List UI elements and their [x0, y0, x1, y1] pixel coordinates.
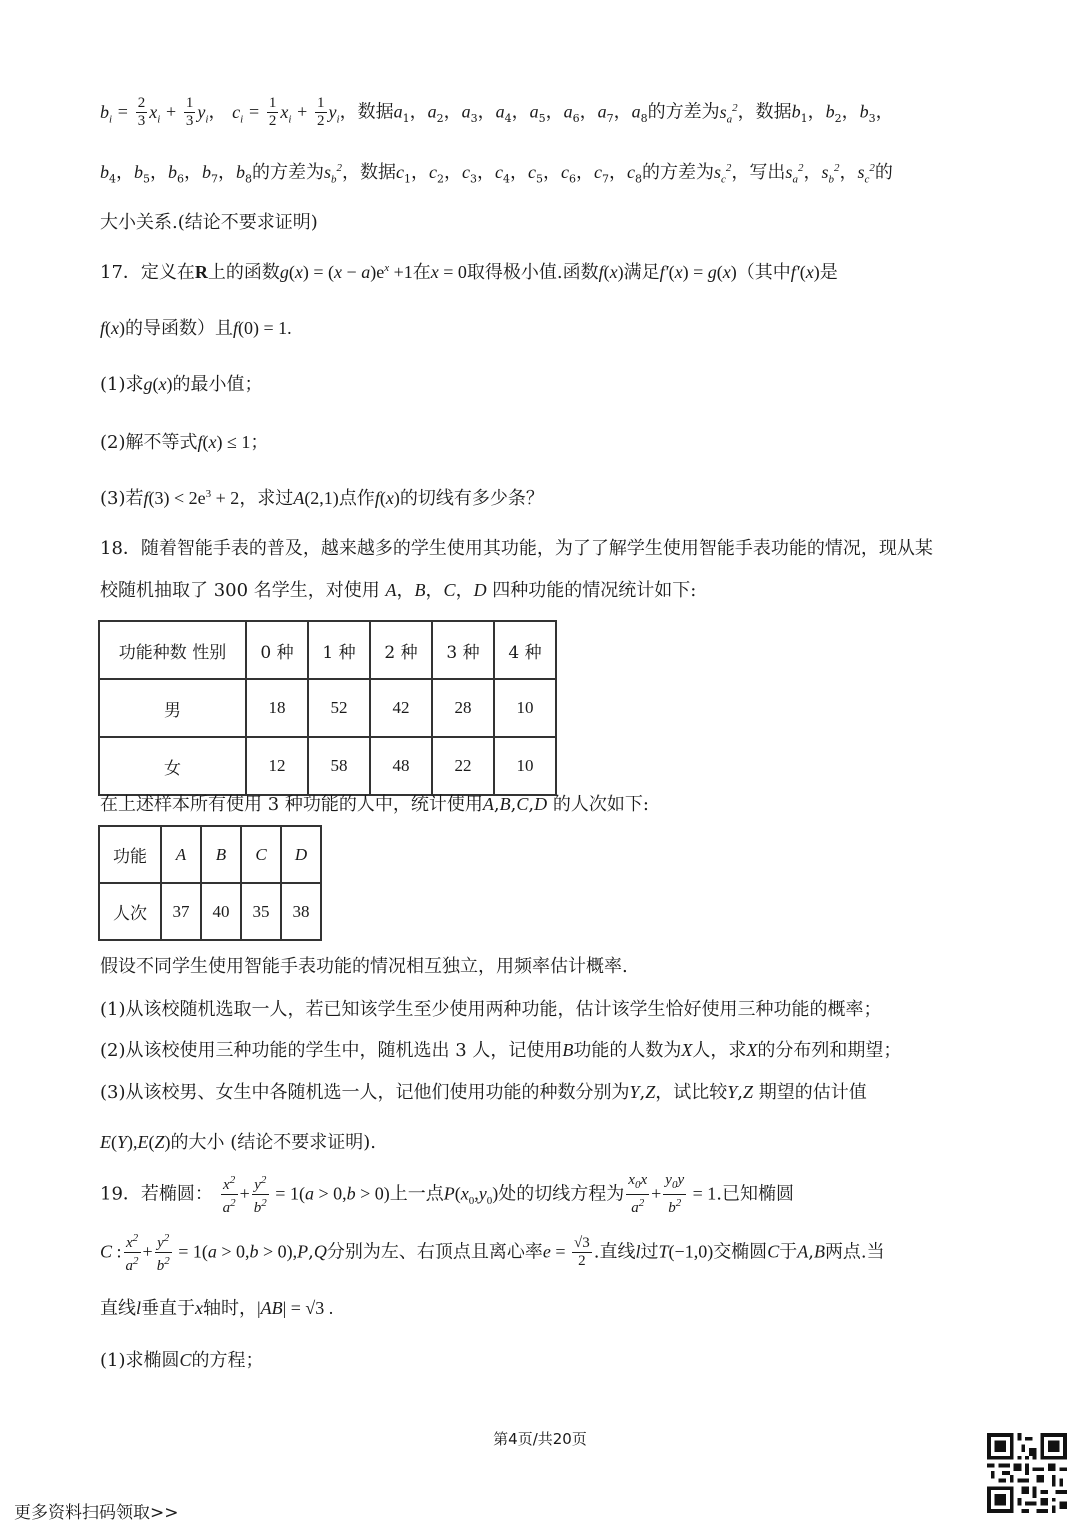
table2-header-cell: B	[201, 826, 241, 883]
q18-part-3: (3)从该校男、女生中各随机选一人，记他们使用功能的种数分别为Y,Z，试比较Y,Z 期望的估计值	[100, 1082, 867, 1103]
q19-stem-line-1: 19．若椭圆： $\frac{x^2}{a^2}$ + $\frac{y^2}{b^2}$ = 1(a > 0,b > 0)上一点$P(x_0,y_0)$处的切线方程为 $\frac{x_0x}{a^2}$ + $\frac{y_0y}{b^2}$ = 1.已知椭圆	[100, 1172, 794, 1216]
table1-cell: 48	[370, 737, 432, 795]
table2-header-cell: D	[281, 826, 321, 883]
promo-text: 更多资料扫码领取>>	[14, 1503, 179, 1523]
table2-cell: 35	[241, 883, 281, 940]
table1-cell: 男	[99, 679, 246, 737]
q17-part-2: (2)解不等式f(x) ≤ 1；	[100, 432, 269, 453]
table1-cell: 58	[308, 737, 370, 795]
table2-header-cell: 功能	[99, 826, 161, 883]
q16-line-3: 大小关系.(结论不要求证明)	[100, 212, 318, 233]
table1-row-female	[99, 737, 556, 795]
qr-code-icon	[987, 1433, 1067, 1513]
q19-stem-line-2: C : $\frac{x^2}{a^2}$ + $\frac{y^2}{b^2}$ = 1(a > 0,b > 0),P,Q分别为左、右顶点且离心率e = $\frac{√3}{2}$ .直线l过T(−1,0)交椭圆C于A,B两点.当	[100, 1232, 885, 1274]
table2-header-cell: A	[161, 826, 201, 883]
page-number: 第4页/共20页	[493, 1430, 587, 1448]
table1-header-cell: 功能种数 性别	[99, 621, 246, 679]
table1-header-cell: 0 种	[246, 621, 308, 679]
table2-cell: 37	[161, 883, 201, 940]
table1-cell: 女	[99, 737, 246, 795]
table1-cell: 10	[494, 679, 556, 737]
table1-cell: 28	[432, 679, 494, 737]
table2-header-cell: C	[241, 826, 281, 883]
table1-cell: 12	[246, 737, 308, 795]
table2-row	[99, 883, 321, 940]
q17-stem-line-1: 17．定义在R上的函数$g(x) = (x - a)e^x +1$在x = 0取得极小值.函数f(x)满足f′(x) = g(x)（其中f′(x)是	[100, 262, 838, 283]
q19-part-1: (1)求椭圆C的方程；	[100, 1350, 264, 1371]
q18-stem-line-1: 18．随着智能手表的普及，越来越多的学生使用其功能，为了了解学生使用智能手表功能的情况，现从某	[100, 538, 933, 559]
table1-cell: 18	[246, 679, 308, 737]
q16-line-2: $b_4$，$b_5$，$b_6$，$b_7$，$b_8$的方差为$s_b^2$，数据$c_1$，$c_2$，$c_3$，$c_4$，$c_5$，$c_6$，$c_7$，$c_8$的方差为$s_c^2$，写出$s_a^2$，$s_b^2$，$s_c^2$的	[100, 162, 893, 186]
table1-cell: 10	[494, 737, 556, 795]
table1-header-cell: 3 种	[432, 621, 494, 679]
q18-part-2: (2)从该校使用三种功能的学生中，随机选出 3 人，记使用B功能的人数为X人，求X的分布列和期望；	[100, 1040, 902, 1061]
function-usage-table	[98, 825, 322, 941]
q18-assumption: 假设不同学生使用智能手表功能的情况相互独立，用频率估计概率.	[100, 956, 628, 977]
q17-part-3: (3)若$f(3) < 2e^3 + 2$，求过A(2,1)点作f(x)的切线有多少条？	[100, 488, 544, 509]
table1-header-cell: 1 种	[308, 621, 370, 679]
q18-stem-line-2: 校随机抽取了 300 名学生，对使用 A，B，C，D 四种功能的情况统计如下:	[100, 580, 697, 601]
q16-line-1: $b_i$ = $\frac{2}{3}$ $x_i$ + $\frac{1}{3}$ $y_i$， $c_i$ = $\frac{1}{2}$ $x_i$ + $\frac{1}{2}$ $y_i$，数据$a_1$，$a_2$，$a_3$，$a_4$，$a_5$，$a_6$，$a_7$，$a_8$的方差为$s_a^2$，数据$b_1$，$b_2$，$b_3$，	[100, 95, 894, 129]
q17-part-1: (1)求g(x)的最小值；	[100, 374, 263, 395]
q18-part-1: (1)从该校随机选取一人，若已知该学生至少使用两种功能，估计该学生恰好使用三种功能的概率；	[100, 999, 882, 1020]
function-count-table	[98, 620, 557, 796]
table1-row-male	[99, 679, 556, 737]
table2-cell: 人次	[99, 883, 161, 940]
table1-cell: 22	[432, 737, 494, 795]
q17-stem-line-2: f(x)的导函数）且f(0) = 1.	[100, 318, 292, 339]
q18-part-3-cont: E(Y),E(Z)的大小 (结论不要求证明).	[100, 1132, 377, 1153]
table1-header-cell: 2 种	[370, 621, 432, 679]
table2-cell: 40	[201, 883, 241, 940]
table1-cell: 52	[308, 679, 370, 737]
q19-stem-line-3: 直线l垂直于x轴时，|AB| = √3 .	[100, 1298, 334, 1319]
table2-cell: 38	[281, 883, 321, 940]
table1-cell: 42	[370, 679, 432, 737]
q18-mid-text: 在上述样本所有使用 3 种功能的人中，统计使用A,B,C,D 的人次如下:	[100, 794, 649, 815]
table1-header-cell: 4 种	[494, 621, 556, 679]
